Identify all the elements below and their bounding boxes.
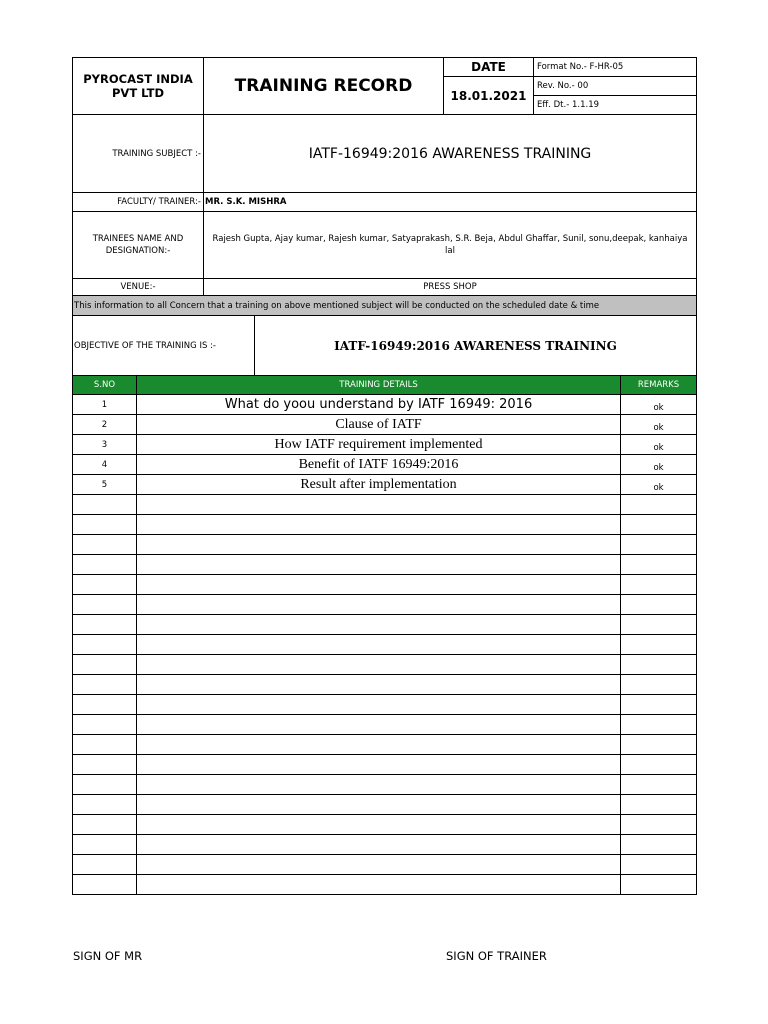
- sign-mr: SIGN OF MR: [73, 949, 143, 963]
- row-sno: 3: [73, 435, 137, 455]
- objective-label: OBJECTIVE OF THE TRAINING IS :-: [73, 316, 255, 376]
- empty-row: [73, 835, 697, 855]
- empty-row: [73, 595, 697, 615]
- empty-row: [73, 735, 697, 755]
- sno-header: S.NO: [73, 376, 137, 395]
- eff-date: Eff. Dt.- 1.1.19: [534, 96, 697, 115]
- empty-row: [73, 615, 697, 635]
- empty-row: [73, 635, 697, 655]
- empty-row: [73, 575, 697, 595]
- remarks-header: REMARKS: [621, 376, 697, 395]
- table-row: [73, 395, 697, 415]
- row-sno: 4: [73, 455, 137, 475]
- row-remark: ok: [621, 395, 697, 415]
- venue-value: PRESS SHOP: [204, 279, 697, 296]
- subject-label: TRAINING SUBJECT :-: [73, 115, 204, 193]
- empty-row: [73, 535, 697, 555]
- format-no: Format No.- F-HR-05: [534, 58, 697, 77]
- row-detail: Benefit of IATF 16949:2016: [137, 455, 621, 475]
- faculty-value: MR. S.K. MISHRA: [204, 193, 697, 212]
- empty-row: [73, 855, 697, 875]
- company-name: PYROCAST INDIA PVT LTD: [73, 58, 204, 115]
- row-detail: How IATF requirement implemented: [137, 435, 621, 455]
- empty-row: [73, 755, 697, 775]
- row-sno: 5: [73, 475, 137, 495]
- notice-banner: This information to all Concern that a training on above mentioned subject will be conducted on the scheduled date & time: [73, 296, 697, 316]
- header-table: [72, 57, 697, 115]
- row-sno: 1: [73, 395, 137, 415]
- table-row: [73, 475, 697, 495]
- empty-row: [73, 815, 697, 835]
- date-value: 18.01.2021: [444, 77, 534, 115]
- row-sno: 2: [73, 415, 137, 435]
- empty-row: [73, 555, 697, 575]
- table-row: [73, 415, 697, 435]
- empty-row: [73, 495, 697, 515]
- subject-value: IATF-16949:2016 AWARENESS TRAINING: [204, 115, 697, 193]
- date-label: DATE: [444, 58, 534, 77]
- sign-trainer: SIGN OF TRAINER: [446, 949, 547, 963]
- document-title: TRAINING RECORD: [204, 58, 444, 115]
- objective-value: IATF-16949:2016 AWARENESS TRAINING: [255, 316, 697, 376]
- empty-row: [73, 775, 697, 795]
- table-row: [73, 455, 697, 475]
- row-remark: ok: [621, 475, 697, 495]
- table-row: [73, 435, 697, 455]
- row-detail: What do yoou understand by IATF 16949: 2016: [137, 395, 621, 415]
- row-remark: ok: [621, 435, 697, 455]
- training-details-table: [72, 375, 697, 895]
- empty-row: [73, 675, 697, 695]
- row-remark: ok: [621, 455, 697, 475]
- empty-row: [73, 655, 697, 675]
- empty-row: [73, 795, 697, 815]
- row-detail: Result after implementation: [137, 475, 621, 495]
- empty-row: [73, 715, 697, 735]
- rev-no: Rev. No.- 00: [534, 77, 697, 96]
- trainees-label: TRAINEES NAME AND DESIGNATION:-: [73, 212, 204, 279]
- venue-label: VENUE:-: [73, 279, 204, 296]
- details-header: TRAINING DETAILS: [137, 376, 621, 395]
- empty-row: [73, 695, 697, 715]
- row-remark: ok: [621, 415, 697, 435]
- trainees-value: Rajesh Gupta, Ajay kumar, Rajesh kumar, Satyaprakash, S.R. Beja, Abdul Ghaffar, Sunil, sonu,deepak, kanhaiya lal: [204, 212, 697, 279]
- info-table: [72, 114, 697, 316]
- empty-row: [73, 515, 697, 535]
- faculty-label: FACULTY/ TRAINER:-: [73, 193, 204, 212]
- objective-table: [72, 315, 697, 376]
- empty-row: [73, 875, 697, 895]
- row-detail: Clause of IATF: [137, 415, 621, 435]
